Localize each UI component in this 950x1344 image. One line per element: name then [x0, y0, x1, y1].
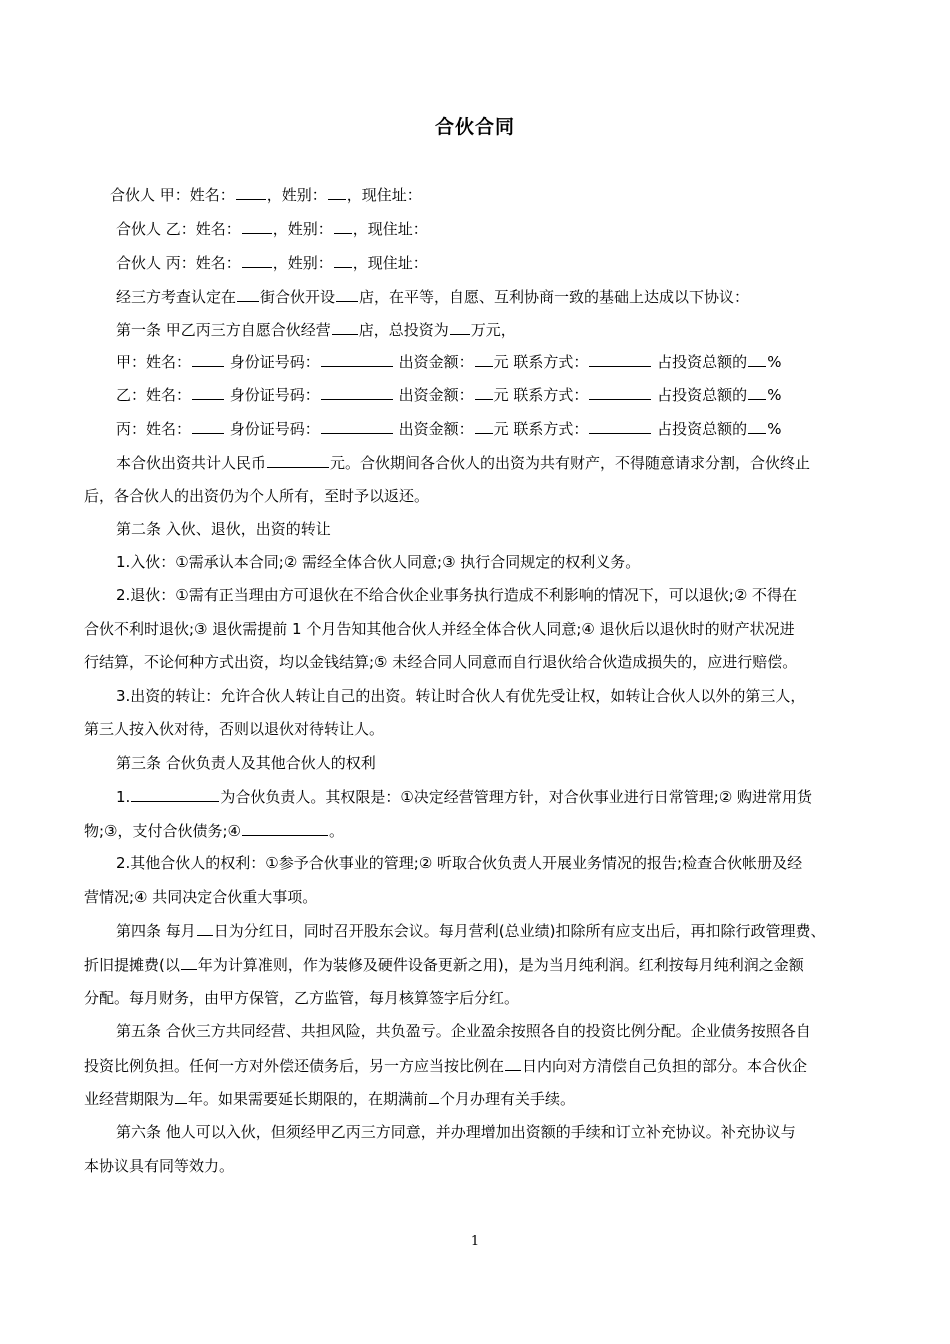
blank — [336, 286, 358, 302]
blank — [334, 218, 352, 234]
article-2-title: 第二条 入伙、退伙，出资的转让 — [116, 520, 331, 538]
article-3-clause-2-line-1: 2.其他合伙人的权利：①参予合伙事业的管理;② 听取合伙负责人开展业务情况的报告;检查合伙帐册及经 — [116, 854, 803, 872]
article-2-clause-2-line-3: 行结算，不论何种方式出资，均以金钱结算;⑤ 未经合同人同意而自行退伙给合伙造成损失的，应进行赔偿。 — [84, 653, 798, 671]
article-6-line-1: 第六条 他人可以入伙，但须经甲乙丙三方同意，并办理增加出资额的手续和订立补充协议。补充协议与 — [116, 1123, 796, 1141]
article-3-clause-1-line-2: 物;③，支付合伙债务;④ 。 — [84, 822, 345, 840]
blank — [192, 384, 224, 400]
article-2-clause-1: 1.入伙：①需承认本合同;② 需经全体合伙人同意;③ 执行合同规定的权利义务。 — [116, 553, 641, 571]
blank — [237, 286, 259, 302]
page-number: 1 — [470, 1234, 480, 1249]
blank — [242, 218, 272, 234]
article-4-line-2: 折旧提摊费(以 年为计算准则，作为装修及硬件设备更新之用)，是为当月纯利润。红利按每月纯利润之金额 — [84, 956, 804, 974]
article-5-line-3: 业经营期限为 年。如果需要延长期限的，在期满前 个月办理有关手续。 — [84, 1090, 576, 1108]
blank — [334, 252, 352, 268]
blank — [321, 384, 393, 400]
blank — [242, 820, 328, 836]
article-3-title: 第三条 合伙负责人及其他合伙人的权利 — [116, 754, 376, 772]
article-5-line-2: 投资比例负担。任何一方对外偿还债务后，另一方应当按比例在 日内向对方清偿自己负担的部分。本合伙企 — [84, 1057, 808, 1075]
intro-line: 经三方考查认定在 街合伙开设 店，在平等，自愿、互利协商一致的基础上达成以下协议： — [116, 288, 750, 306]
blank — [589, 384, 651, 400]
article-2-clause-2-line-1: 2.退伙：①需有正当理由方可退伙在不给合伙企业事务执行造成不利影响的情况下，可以退伙;② 不得在 — [116, 586, 798, 604]
article-2-clause-3-line-1: 3.出资的转让：允许合伙人转让自己的出资。转让时合伙人有优先受让权，如转让合伙人以外的第三人， — [116, 687, 806, 705]
document-title: 合伙合同 — [434, 116, 515, 138]
blank — [589, 418, 651, 434]
article-6-line-2: 本协议具有同等效力。 — [84, 1157, 235, 1175]
blank — [429, 1088, 439, 1104]
blank — [242, 252, 272, 268]
article-4-line-1: 第四条 每月 日为分红日，同时召开股东会议。每月营利(总业绩)扣除所有应支出后，再扣除行政管理费、 — [116, 922, 826, 940]
article-5-line-1: 第五条 合伙三方共同经营、共担风险，共负盈亏。企业盈余按照各自的投资比例分配。企业债务按照各自 — [116, 1022, 811, 1040]
blank — [589, 351, 651, 367]
blank — [236, 184, 266, 200]
blank — [748, 418, 766, 434]
article-4-line-3: 分配。每月财务，由甲方保管，乙方监管，每月核算签字后分红。 — [84, 989, 520, 1007]
blank — [328, 184, 346, 200]
blank — [267, 452, 329, 468]
blank — [321, 351, 393, 367]
blank — [475, 351, 493, 367]
row-partner-c: 丙：姓名： 身份证号码： 出资金额： 元 联系方式： 占投资总额的 % — [116, 420, 782, 438]
article-2-clause-2-line-2: 合伙不利时退伙;③ 退伙需提前 1 个月告知其他合伙人并经全体合伙人同意;④ 退伙后以退伙时的财产状况进 — [84, 620, 795, 638]
blank — [505, 1055, 521, 1071]
article-3-clause-2-line-2: 营情况;④ 共同决定合伙重大事项。 — [84, 888, 318, 906]
blank — [192, 351, 224, 367]
blank — [475, 384, 493, 400]
partner-a-line: 合伙人 甲：姓名： ，姓别： ，现住址： — [110, 186, 422, 204]
blank — [748, 351, 766, 367]
blank — [475, 418, 493, 434]
blank — [332, 319, 358, 335]
partner-b-line: 合伙人 乙：姓名： ，姓别： ，现住址： — [116, 220, 428, 238]
total-investment-line-1: 本合伙出资共计人民币 元。合伙期间各合伙人的出资为共有财产，不得随意请求分割，合伙终止 — [116, 454, 811, 472]
total-investment-line-2: 后，各合伙人的出资仍为个人所有，至时予以返还。 — [84, 487, 430, 505]
blank — [748, 384, 766, 400]
blank — [181, 954, 197, 970]
blank — [197, 920, 213, 936]
blank — [192, 418, 224, 434]
blank — [175, 1088, 187, 1104]
row-partner-b: 乙：姓名： 身份证号码： 出资金额： 元 联系方式： 占投资总额的 % — [116, 386, 782, 404]
blank — [450, 319, 470, 335]
blank — [131, 786, 219, 802]
row-partner-a: 甲：姓名： 身份证号码： 出资金额： 元 联系方式： 占投资总额的 % — [116, 353, 782, 371]
article-1-line: 第一条 甲乙丙三方自愿合伙经营 店，总投资为 万元， — [116, 321, 516, 339]
blank — [321, 418, 393, 434]
article-3-clause-1-line-1: 1. 为合伙负责人。其权限是：①决定经营管理方针，对合伙事业进行日常管理;② 购进常用货 — [116, 788, 813, 806]
article-2-clause-3-line-2: 第三人按入伙对待，否则以退伙对待转让人。 — [84, 720, 385, 738]
partner-c-line: 合伙人 丙：姓名： ，姓别： ，现住址： — [116, 254, 428, 272]
